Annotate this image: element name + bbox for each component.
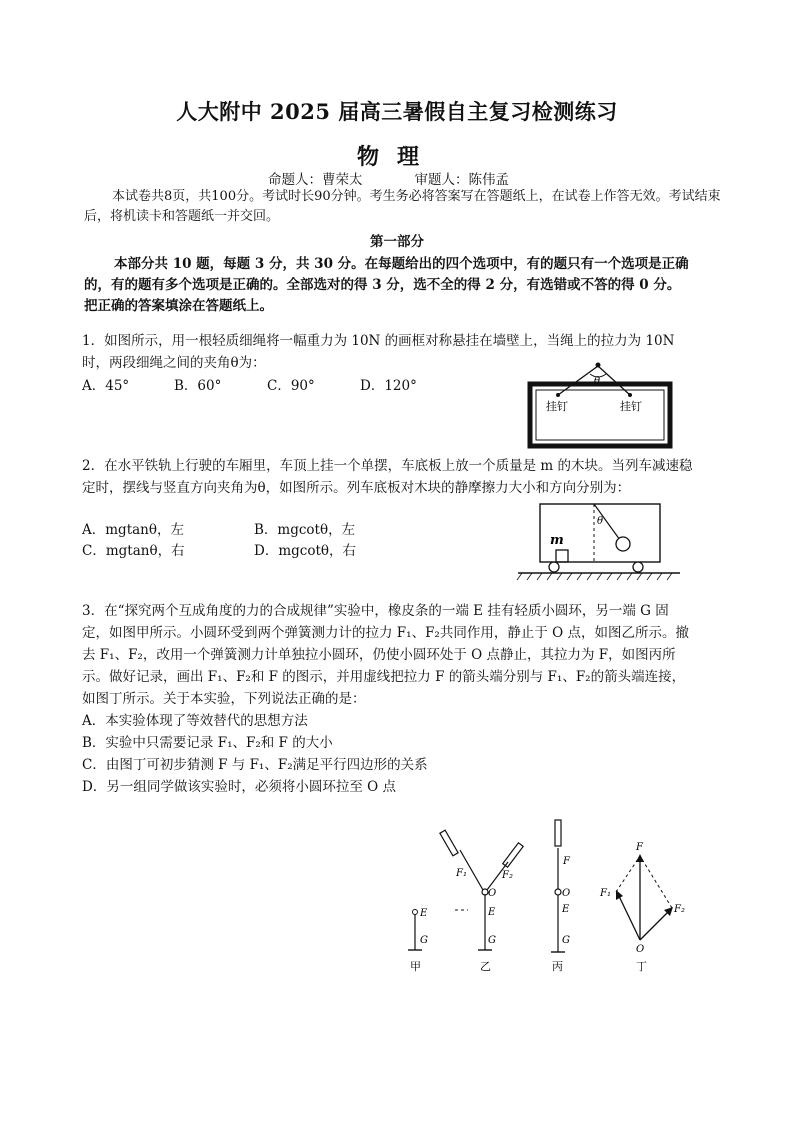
authors-line (268, 168, 561, 188)
figure-jia (408, 908, 428, 973)
pendulum-bob (616, 537, 630, 551)
label-g: G (562, 935, 570, 946)
wall-nail (596, 363, 601, 368)
frame-inner (536, 390, 664, 440)
question-2 (82, 455, 694, 499)
caption-jia: 甲 (410, 960, 421, 973)
question-3 (82, 600, 694, 710)
q3-option-a: A．本实验体现了等效替代的思想方法 (82, 713, 308, 729)
q2-option-d: D．mgcotθ，右 (254, 543, 357, 559)
q2-option-a: A．mgtanθ，左 (82, 522, 184, 538)
nail-right (628, 393, 632, 397)
nail-left-label: 挂钉 (546, 400, 568, 413)
label-f1: F₁ (456, 868, 467, 879)
author: 命题人：曹荣太 (268, 172, 363, 188)
q3-option-d: D．另一组同学做该实验时，必须将小圆环拉至 O 点 (82, 779, 396, 795)
figure-bing (551, 820, 571, 973)
spring-scale-1 (440, 830, 458, 856)
q1-option-b: B．60° (174, 378, 222, 394)
q1-option-c: C．90° (267, 378, 315, 394)
q3-option-b: B．实验中只需要记录 F₁、F₂和 F 的大小 (82, 735, 333, 751)
nail-left (556, 393, 560, 397)
wood-block (556, 550, 568, 562)
exam-intro: 本试卷共8页，共100分。考试时长90分钟。考生务必将答案写在答题纸上，在试卷上作答无效。考试结束后，将机读卡和答题纸一并交回。 (84, 189, 721, 224)
label-o: O (636, 944, 645, 955)
question-3-stem: 3．在“探究两个互成角度的力的合成规律”实验中，橡皮条的一端 E 挂有轻质小圆环，另一端 G 固定，如图甲所示。小圆环受到两个弹簧测力计的拉力 F₁、F₂共同作用，静止于 O 点，如图乙所示。撤去 F₁、F₂，改用一个弹簧测力计单独拉小圆环，仍使小圆环处于 O 点静止，其拉力为 F，如图丙所示。做好记录，画出 F₁、F₂和 F 的图示，并用虚线把拉力 F 的箭头端分别与 F₁、F₂的箭头端连接，如图丁所示。关于本实验，下列说法正确的是： (82, 603, 689, 707)
label-o: O (562, 888, 571, 899)
part-heading: 第一部分 (370, 234, 424, 250)
question-1-stem: 1．如图所示，用一根轻质细绳将一幅重力为 10N 的画框对称悬挂在墙壁上，当绳上的拉力为 10N 时，两段细绳之间的夹角θ为： (82, 333, 675, 371)
q1-option-a: A．45° (82, 378, 130, 394)
label-e: E (488, 907, 496, 918)
label-f: F (563, 856, 570, 867)
ground-hatching (517, 573, 672, 580)
question-2-stem: 2．在水平铁轨上行驶的车厢里，车顶上挂一个单摆，车底板上放一个质量是 m 的木块。当列车减速稳定时，摆线与竖直方向夹角为θ，如图所示。列车底板对木块的静摩擦力大小和方向分别为： (82, 458, 693, 496)
figure-yi (440, 830, 523, 973)
frame-outer (530, 384, 670, 446)
label-f2: F₂ (674, 904, 685, 915)
nail-right-label: 挂钉 (620, 400, 642, 413)
label-g: G (420, 935, 428, 946)
label-e: E (420, 908, 428, 919)
q3-option-c: C．由图丁可初步猜测 F 与 F₁、F₂满足平行四边形的关系 (82, 757, 428, 773)
caption-bing: 丙 (552, 960, 563, 973)
wheel-left (549, 562, 559, 572)
force-experiment-figure (400, 812, 700, 982)
caption-yi: 乙 (480, 960, 491, 973)
caption-ding: 丁 (636, 960, 647, 973)
label-o: O (488, 888, 497, 899)
figure-ding (599, 842, 685, 973)
q2-option-b: B．mgcotθ，左 (254, 522, 356, 538)
spring-scale (555, 820, 561, 846)
theta-label: θ (594, 376, 601, 387)
picture-frame-figure (526, 358, 676, 450)
theta-label: θ (597, 516, 604, 527)
spring-scale-2 (503, 843, 523, 867)
wheel-right (633, 562, 643, 572)
q1-option-d: D．120° (360, 378, 417, 394)
rope-left (558, 366, 601, 395)
rope-right (598, 366, 630, 395)
exam-title: 人大附中 2025 届高三暑假自主复习检测练习 (176, 99, 618, 124)
reviewer: 审题人：陈伟孟 (414, 172, 509, 188)
train-car-figure (514, 500, 684, 586)
label-f2: F₂ (502, 870, 513, 881)
q2-option-c: C．mgtanθ，右 (82, 543, 185, 559)
part-instructions: 本部分共 10 题，每题 3 分，共 30 分。在每题给出的四个选项中，有的题只有一个选项是正确的，有的题有多个选项是正确的。全部选对的得 3 分，选不全的得 2 分，有选错或不答的得 0 分。把正确的答案填涂在答题纸上。 (84, 256, 689, 314)
label-e: E (562, 904, 570, 915)
label-f1: F₁ (600, 888, 611, 899)
mass-label: m (550, 533, 564, 548)
subject-title: 物理 (356, 144, 437, 170)
label-g: G (488, 935, 496, 946)
label-f: F (636, 842, 643, 853)
